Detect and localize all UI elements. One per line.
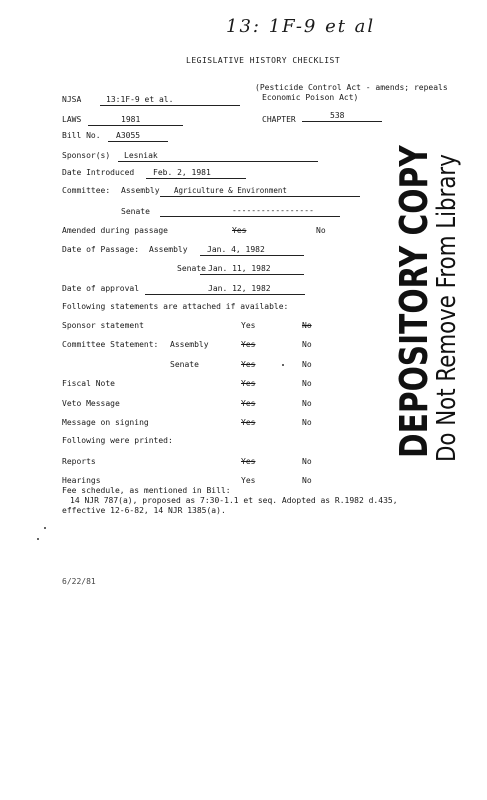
footnote-line2: 14 NJR 787(a), proposed as 7:30-1.1 et seq. Adopted as R.1982 d.435, [70, 496, 398, 505]
chapter-label: CHAPTER [262, 115, 296, 124]
committee-label: Committee: [62, 186, 111, 195]
committee-senate-label: Senate [121, 207, 150, 216]
reports-yes: Yes [241, 457, 256, 466]
committee-senate-row-yes: Yes [241, 360, 256, 369]
veto-message-no: No [302, 399, 312, 408]
date-passage-senate-label: Senate [177, 264, 206, 273]
amended-no: No [316, 226, 326, 235]
attached-heading: Following statements are attached if available: [62, 302, 289, 311]
date-introduced-label: Date Introduced [62, 168, 135, 177]
date-introduced-value: Feb. 2, 1981 [153, 168, 211, 177]
sponsor-label: Sponsor(s) [62, 151, 111, 160]
date-introduced-underline [146, 178, 246, 179]
sponsor-statement-label: Sponsor statement [62, 321, 144, 330]
message-signing-label: Message on signing [62, 418, 149, 427]
bill-underline [108, 141, 168, 142]
committee-statement-no: No [302, 340, 312, 349]
hearings-yes: Yes [241, 476, 256, 485]
date-approval-underline [145, 294, 305, 295]
fiscal-note-label: Fiscal Note [62, 379, 115, 388]
date-passage-label: Date of Passage: [62, 245, 140, 254]
fiscal-note-no: No [302, 379, 312, 388]
scan-speck [37, 538, 39, 540]
njsa-label: NJSA [62, 95, 82, 104]
committee-senate-row-no: No [302, 360, 312, 369]
amended-label: Amended during passage [62, 226, 168, 235]
fiscal-note-yes: Yes [241, 379, 256, 388]
date-approval-value: Jan. 12, 1982 [208, 284, 271, 293]
footnote-line3: effective 12-6-82, 14 NJR 1385(a). [62, 506, 226, 515]
sponsor-underline [118, 161, 318, 162]
chapter-value: 538 [330, 111, 345, 120]
committee-statement-yes: Yes [241, 340, 256, 349]
message-signing-no: No [302, 418, 312, 427]
njsa-value: 13:1F-9 et al. [106, 95, 174, 104]
committee-assembly-label: Assembly [121, 186, 160, 195]
do-not-remove-stamp: Do Not Remove From Library [432, 154, 462, 462]
laws-underline [88, 125, 183, 126]
footnote-line1: Fee schedule, as mentioned in Bill: [62, 486, 231, 495]
message-signing-yes: Yes [241, 418, 256, 427]
njsa-underline [100, 105, 240, 106]
committee-senate-underline [160, 216, 340, 217]
date-passage-assembly-underline [200, 255, 304, 256]
footer-date: 6/22/81 [62, 577, 96, 586]
committee-assembly-value: Agriculture & Environment [174, 186, 287, 195]
date-passage-senate-underline [200, 274, 304, 275]
committee-assembly-underline [160, 196, 360, 197]
printed-heading: Following were printed: [62, 436, 173, 445]
chapter-underline [302, 121, 382, 122]
date-passage-assembly-value: Jan. 4, 1982 [207, 245, 265, 254]
hearings-no: No [302, 476, 312, 485]
committee-senate-row-label: Senate [170, 360, 199, 369]
laws-value: 1981 [121, 115, 141, 124]
veto-message-yes: Yes [241, 399, 256, 408]
scan-speck [282, 364, 284, 366]
bill-value: A3055 [116, 131, 141, 140]
sponsor-value: Lesniak [124, 151, 158, 160]
handwritten-header: 13: 1F-9 et al [226, 16, 376, 37]
laws-label: LAWS [62, 115, 82, 124]
reports-no: No [302, 457, 312, 466]
description-line2: Economic Poison Act) [262, 93, 359, 102]
committee-statement-label: Committee Statement: [62, 340, 159, 349]
date-approval-label: Date of approval [62, 284, 140, 293]
bill-label: Bill No. [62, 131, 101, 140]
committee-statement-sub: Assembly [170, 340, 209, 349]
description-line1: (Pesticide Control Act - amends; repeals [255, 83, 448, 92]
scan-speck [44, 527, 46, 529]
amended-yes: Yes [232, 226, 247, 235]
date-passage-assembly-label: Assembly [149, 245, 188, 254]
reports-label: Reports [62, 457, 96, 466]
hearings-label: Hearings [62, 476, 101, 485]
sponsor-statement-no: No [302, 321, 312, 330]
sponsor-statement-yes: Yes [241, 321, 256, 330]
depository-copy-stamp: DEPOSITORY COPY [392, 145, 436, 458]
veto-message-label: Veto Message [62, 399, 120, 408]
committee-senate-value: ----------------- [232, 206, 314, 215]
page-title: LEGISLATIVE HISTORY CHECKLIST [186, 56, 341, 65]
date-passage-senate-value: Jan. 11, 1982 [208, 264, 271, 273]
